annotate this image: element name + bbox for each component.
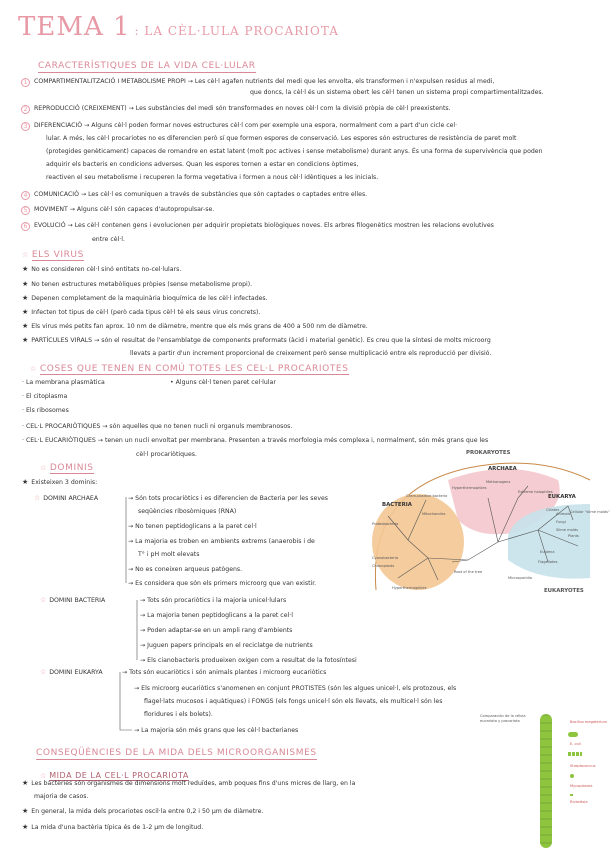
size-item-3-text: La mida d'una bactèria típica és de 1-2 μm de longitud. (31, 824, 204, 831)
phylogenetic-tree-figure (368, 450, 610, 598)
domains-header-text: DOMINIS (49, 463, 94, 473)
eukarya-item-3-text: La majoria són més grans que les cèl·l bacterianes (141, 727, 299, 734)
virus-item-3-text: Depenen completament de la maquinària bioquímica de les cèl·l infectades. (31, 295, 268, 302)
char-1-line-2: que doncs, la cèl·l és un sistema obert les cèl·l tenen un sistema propi compartimentalitzades. (250, 89, 544, 96)
eukarya-item-2-cont: flagel·lats mucosos i aquàtiques) i FONGS (els fongs unicel·l són els llevats, els multicel·l són les (144, 698, 443, 705)
cell-size-caption: Comparación de la célula eucariota y procariota (480, 714, 526, 723)
virus-item-4-text: Infecten tot tipus de cèl·l (però cada tipus cèl·l té els seus virus concrets). (31, 309, 261, 316)
common-item-2: · El citoplasma (22, 393, 68, 400)
common-item-2-text: El citoplasma (25, 393, 68, 400)
virus-item-2-text: No tenen estructures metabòliques pròpies (sense metabolisme propi). (31, 281, 253, 288)
tree-leaf-13: Flagellates (538, 560, 558, 564)
bacteria-item-4-text: Juguen papers principals en el reciclatge de nutrients (147, 642, 313, 649)
char-3-line-3: (protegides genèticament) capaces de romandre en estat latent (molt poc actives i sense metabolisme) durant anys. És una forma de supervivència que poden (46, 148, 543, 155)
scale-label-2: E. coli (570, 742, 581, 746)
char-3-line-1: DIFERENCIACIÓ → Alguns cèl·l poden formar noves estructures cèl·l com per exemple una espora, normalment com a part d'un cicle cel· (34, 122, 458, 129)
common-item-1-text: La membrana plasmàtica (25, 379, 105, 386)
size-item-2-text: En general, la mida dels procariotes oscil·la entre 0,2 i 50 μm de diàmetre. (31, 808, 264, 815)
rickettsia-illustration (570, 794, 573, 796)
tree-eukaryotes-label: EUKARYOTES (544, 588, 584, 594)
mycoplasma-illustration (570, 774, 574, 778)
virus-item-5-text: Els virus més petits fan aprox. 10 nm de diàmetre, mentre que els més grans de 400 a 500 nm de diàmetre. (31, 323, 368, 330)
bacteria-item-4: → Juguen papers principals en el reciclatge de nutrients (140, 642, 313, 649)
tree-leaf-16: Ciliates (546, 508, 560, 512)
virus-item-6-cont: llevats a partir d'un increment proporcional de creixement però sense multiplicació entre els reproducció per divisió. (130, 350, 492, 357)
virus-item-6-text: PARTÍCULES VIRALS → són el resultat de l'ensamblatge de components preformats (àcid i material genètic). Es creu que la síntesi de molts microorg (31, 337, 491, 344)
scale-label-4: Mycoplasma (570, 784, 593, 788)
cell-size-figure (480, 712, 608, 848)
scale-label-5: Rickettsia (570, 800, 588, 804)
size-item-1-cont: majoria de casos. (34, 793, 89, 800)
tree-prokaryotes-label: PROKARYOTES (466, 450, 511, 456)
char-5-line-1: MOVIMENT → Alguns cèl·l són capaces d'autopropulsar-se. (34, 206, 215, 213)
char-6-line-1: EVOLUCIÓ → Les cèl·l contenen gens i evolucionen per adquirir propietats biològiques noves. Els arbres filogenètics mostren les relacions evolutives (34, 222, 494, 229)
bacteria-item-5-text: Els cianobacteris produeixen oxigen com a resultat de la fotosíntesi (147, 657, 357, 664)
char-2-line-1: REPRODUCCIÓ (CREIXEMENT) → Les substàncies del medi són transformades en noves cèl·l com la divisió pròpia de cèl·l preexistents. (34, 105, 451, 112)
common-header-text: COSES QUE TENEN EN COMÚ TOTES LES CEL·L PROCARIOTES (39, 364, 349, 374)
tree-leaf-3: Mitochondria (422, 512, 446, 516)
eukaryotic-def-text: CEL·L EUCARIÒTIQUES → tenen un nucli envoltat per membrana. Presenten a través morfologia més complexa i, normalment, són més grans que les (25, 437, 489, 444)
archaea-item-3-text: La majoria es troben en ambients extrems (anaerobis i de (135, 538, 315, 545)
archaea-item-5: → Es considera que són els primers microorg que van existir. (128, 580, 317, 587)
item-number-3: 3 (21, 122, 30, 131)
common-item-3-text: Els ribosomes (25, 407, 69, 414)
item-number-6: 6 (21, 222, 30, 231)
tree-leaf-11: Fungi (556, 520, 566, 524)
common-item-1: · La membrana plasmàtica (22, 379, 105, 386)
item-number-5: 5 (21, 206, 30, 215)
eukarya-item-2-text: Els microorg eucariòtics s'anomenen en conjunt PROTISTES (són les algues unicel·l, els protozous, els (141, 685, 457, 692)
eukaryotic-def: · CEL·L EUCARIÒTIQUES → tenen un nucli envoltat per membrana. Presenten a través morfologia més complexa i, normalment, són més grans que les (22, 437, 489, 444)
star-bullet-icon: ★ (22, 807, 29, 815)
eukarya-item-2: → Els microorg eucariòtics s'anomenen en conjunt PROTISTES (són les algues unicel·l, els protozous, els (134, 685, 457, 692)
bacteria-region (372, 494, 464, 590)
char-3-line-2: lular. A més, les cèl·l procariotes no es diferencien però sí que formen espores de conservació. Les espores són estructures de resistència de paret molt (46, 135, 517, 142)
tree-leaf-5: Chloroplasts (372, 564, 395, 568)
bacillus-illustration (540, 714, 552, 848)
star-icon: ☆ (34, 494, 41, 502)
tree-leaf-7: Methanogens (486, 480, 511, 484)
archaea-item-4: → No es coneixen arqueus patògens. (128, 566, 243, 573)
domains-intro-text: Existeixen 3 dominis: (31, 479, 98, 486)
size-item-1-text: Les bactèries són organismes de dimensions molt reduïdes, amb poques fins d'uns micres de llarg, en la (31, 780, 356, 787)
eukarya-item-2-cont2: floridures i els bolets). (144, 711, 213, 718)
char-3-line-4: adquirir els bacteris en condicions adverses. Quan les espores tornen a estar en condicions òptimes, (46, 161, 359, 168)
prokaryotic-def: · CEL·L PROCARIÒTIQUES → són aquelles que no tenen nucli ni organuls membranosos. (22, 423, 293, 430)
scale-label-3: Streptococcus (570, 764, 596, 768)
size-item-1 (22, 779, 355, 788)
section-header-characteristics: CARACTERÍSTIQUES DE LA VIDA CEL·LULAR (38, 61, 256, 71)
star-bullet-icon: ★ (22, 280, 29, 288)
bacteria-item-3-text: Poden adaptar-se en un ampli rang d'ambients (147, 627, 293, 634)
tree-leaf-17: Euglena (540, 550, 555, 554)
eukaryotic-def-cont: cèl·l procariòtiques. (136, 451, 197, 458)
section-header-size: CONSEQÜÈNCIES DE LA MIDA DELS MICROORGANISMES (36, 748, 317, 758)
tree-leaf-15: Slime molds (556, 528, 578, 532)
tree-root-label: Root of the tree (454, 570, 483, 574)
char-1-line-1: COMPARTIMENTALITZACIÓ I METABOLISME PROPI → Les cèl·l agafen nutrients del medi que les envolta, els transformen i n'expulsen residus al medi, (34, 78, 495, 85)
archaea-label-text: DOMINI ARCHAEA (43, 495, 99, 502)
star-bullet-icon: ★ (22, 779, 29, 787)
archaea-item-2: → No tenen peptidoglicans a la paret cel·l (128, 523, 257, 530)
tree-archaea-label: ARCHAEA (488, 466, 517, 472)
bacteria-item-1-text: Tots són procariòtics i la majoria unicel·lulars (147, 597, 287, 604)
char-4-line-1: COMUNICACIÓ → Les cèl·l es comuniquen a través de substàncies que són captades o captades entre elles. (34, 191, 368, 198)
bacteria-label-text: DOMINI BACTERIA (49, 597, 106, 604)
eukarya-item-1-text: Tots són eucariòtics i són animals plantes i microorg eucariòtics (129, 669, 327, 676)
bacteria-item-1: → Tots són procariòtics i la majoria unicel·lulars (140, 597, 287, 604)
char-3-line-5: reactiven el seu metabolisme i recuperen la forma vegetativa i formen a nous cèl·l idèntiques a les inicials. (46, 174, 379, 181)
bacteria-item-5: → Els cianobacteris produeixen oxigen com a resultat de la fotosíntesi (140, 657, 357, 664)
star-bullet-icon: ★ (22, 294, 29, 302)
eukarya-item-3: → La majoria són més grans que les cèl·l bacterianes (134, 727, 299, 734)
archaea-item-2-text: No tenen peptidoglicans a la paret cel·l (135, 523, 257, 530)
size-item-3 (22, 823, 203, 832)
star-bullet-icon: ★ (22, 265, 29, 273)
bacteria-item-3: → Poden adaptar-se en un ampli rang d'ambients (140, 627, 293, 634)
title-main: TEMA 1 (18, 12, 131, 42)
archaea-item-3-cont: T° i pH molt elevats (138, 551, 200, 558)
archaea-item-4-text: No es coneixen arqueus patògens. (135, 566, 243, 573)
prokaryotic-def-text: CEL·L PROCARIÒTIQUES → són aquelles que no tenen nucli ni organuls membranosos. (25, 423, 293, 430)
star-icon: ☆ (40, 464, 47, 472)
tree-bacteria-label: BACTERIA (382, 502, 412, 508)
common-paret: • Alguns cèl·l tenen paret cel·lular (170, 379, 276, 386)
ecoli-illustration (568, 732, 578, 737)
tree-leaf-10: Animals (556, 512, 571, 516)
tree-leaf-6: Hyperthermophiles (392, 586, 427, 590)
star-bullet-icon: ★ (22, 308, 29, 316)
tree-leaf-8: Extreme halophiles (518, 490, 553, 494)
scale-label-1: Bacillus megaterium (570, 720, 608, 724)
char-6-line-2: entre cèl·l. (92, 236, 125, 243)
archaea-item-5-text: Es considera que són els primers microorg que van existir. (135, 580, 317, 587)
tree-leaf-1: Proteobacteria (372, 522, 399, 526)
star-icon: ☆ (30, 365, 37, 373)
tree-leaf-9: Hyperthermophiles (452, 486, 487, 490)
star-icon: ☆ (40, 596, 47, 604)
common-item-3: · Els ribosomes (22, 407, 69, 414)
star-bullet-icon: ★ (22, 823, 29, 831)
item-number-1: 1 (21, 78, 30, 87)
archaea-item-3: → La majoria es troben en ambients extrems (anaerobis i de (128, 538, 315, 545)
virus-header-text: ELS VIRUS (31, 250, 84, 260)
star-icon: ☆ (22, 251, 29, 259)
archaea-item-1: → Són tots procariòtics i es diferencien de Bacteria per les seves (128, 495, 329, 502)
star-bullet-icon: ★ (22, 322, 29, 330)
item-number-2: 2 (21, 105, 30, 114)
star-bullet-icon: ★ (22, 478, 29, 486)
tree-leaf-2: Gram-positive bacteria (406, 494, 448, 498)
archaea-item-1-text: Són tots procariòtics i es diferencien de Bacteria per les seves (135, 495, 329, 502)
eukarya-label-text: DOMINI EUKARYA (49, 669, 103, 676)
tree-eukarya-label: EUKARYA (548, 494, 576, 500)
star-icon: ☆ (40, 772, 47, 780)
tree-leaf-18: Cellular "slime molds" (570, 510, 610, 514)
virus-item-1-text: No es consideren cèl·l sinó entitats no-cel·lulars. (31, 266, 182, 273)
archaea-item-1-cont: seqüències ribosòmiques (RNA) (138, 508, 237, 515)
bacteria-item-2: → La majoria tenen peptidoglicans a la paret cel·l (140, 612, 293, 619)
tree-leaf-14: Microsporidia (508, 576, 532, 580)
streptococcus-illustration (568, 752, 582, 756)
size-item-2 (22, 807, 263, 816)
star-icon: ☆ (40, 668, 47, 676)
bacteria-item-2-text: La majoria tenen peptidoglicans a la paret cel·l (147, 612, 293, 619)
size-sub-header-text: MIDA DE LA CEL·L PROCARIOTA (49, 771, 189, 780)
tree-leaf-4: Cyanobacteria (372, 556, 399, 560)
eukarya-item-1: → Tots són eucariòtics i són animals plantes i microorg eucariòtics (122, 669, 327, 676)
title-rest: : LA CÈL·LULA PROCARIOTA (134, 24, 339, 38)
phylogenetic-tree (368, 450, 594, 598)
tree-leaf-12: Plants (568, 534, 579, 538)
star-bullet-icon: ★ (22, 336, 29, 344)
item-number-4: 4 (21, 191, 30, 200)
